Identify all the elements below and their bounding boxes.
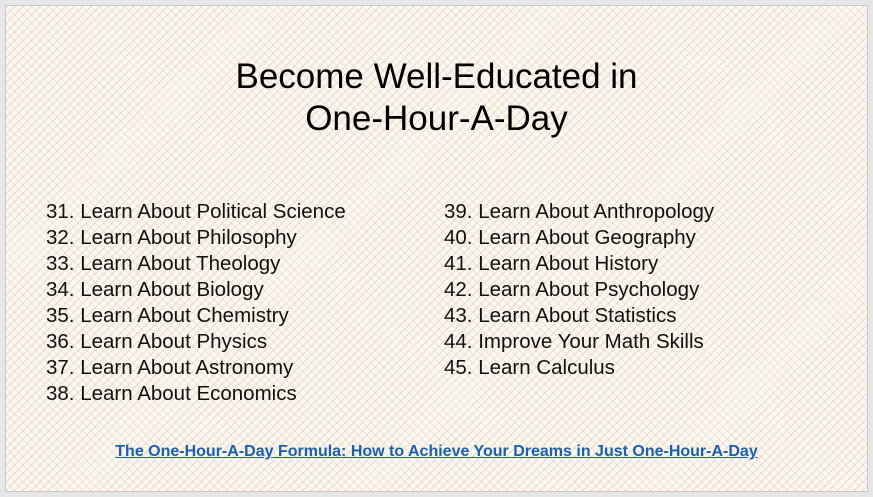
list-item: 37. Learn About Astronomy	[46, 356, 294, 379]
list-item: 34. Learn About Biology	[46, 278, 264, 301]
list-item: 38. Learn About Economics	[46, 382, 297, 405]
formula-book-link[interactable]: The One-Hour-A-Day Formula: How to Achieve Your Dreams in Just One-Hour-A-Day	[115, 443, 758, 460]
list-item: 45. Learn Calculus	[444, 356, 615, 379]
list-item: 44. Improve Your Math Skills	[444, 330, 704, 353]
topic-list-right	[444, 199, 714, 381]
list-item: 43. Learn About Statistics	[444, 304, 677, 327]
list-item: 33. Learn About Theology	[46, 252, 281, 275]
list-item: 31. Learn About Political Science	[46, 200, 346, 223]
slide-title	[6, 56, 867, 140]
list-item: 32. Learn About Philosophy	[46, 226, 297, 249]
list-item: 40. Learn About Geography	[444, 226, 696, 249]
list-item: 42. Learn About Psychology	[444, 278, 700, 301]
slide	[5, 5, 868, 492]
list-item: 39. Learn About Anthropology	[444, 200, 715, 223]
list-item: 41. Learn About History	[444, 252, 659, 275]
topic-list-left	[46, 199, 346, 407]
list-item: 36. Learn About Physics	[46, 330, 268, 353]
list-item: 35. Learn About Chemistry	[46, 304, 289, 327]
slide-title-line-2: One-Hour-A-Day	[305, 99, 568, 138]
slide-title-line-1: Become Well-Educated in	[235, 57, 638, 96]
